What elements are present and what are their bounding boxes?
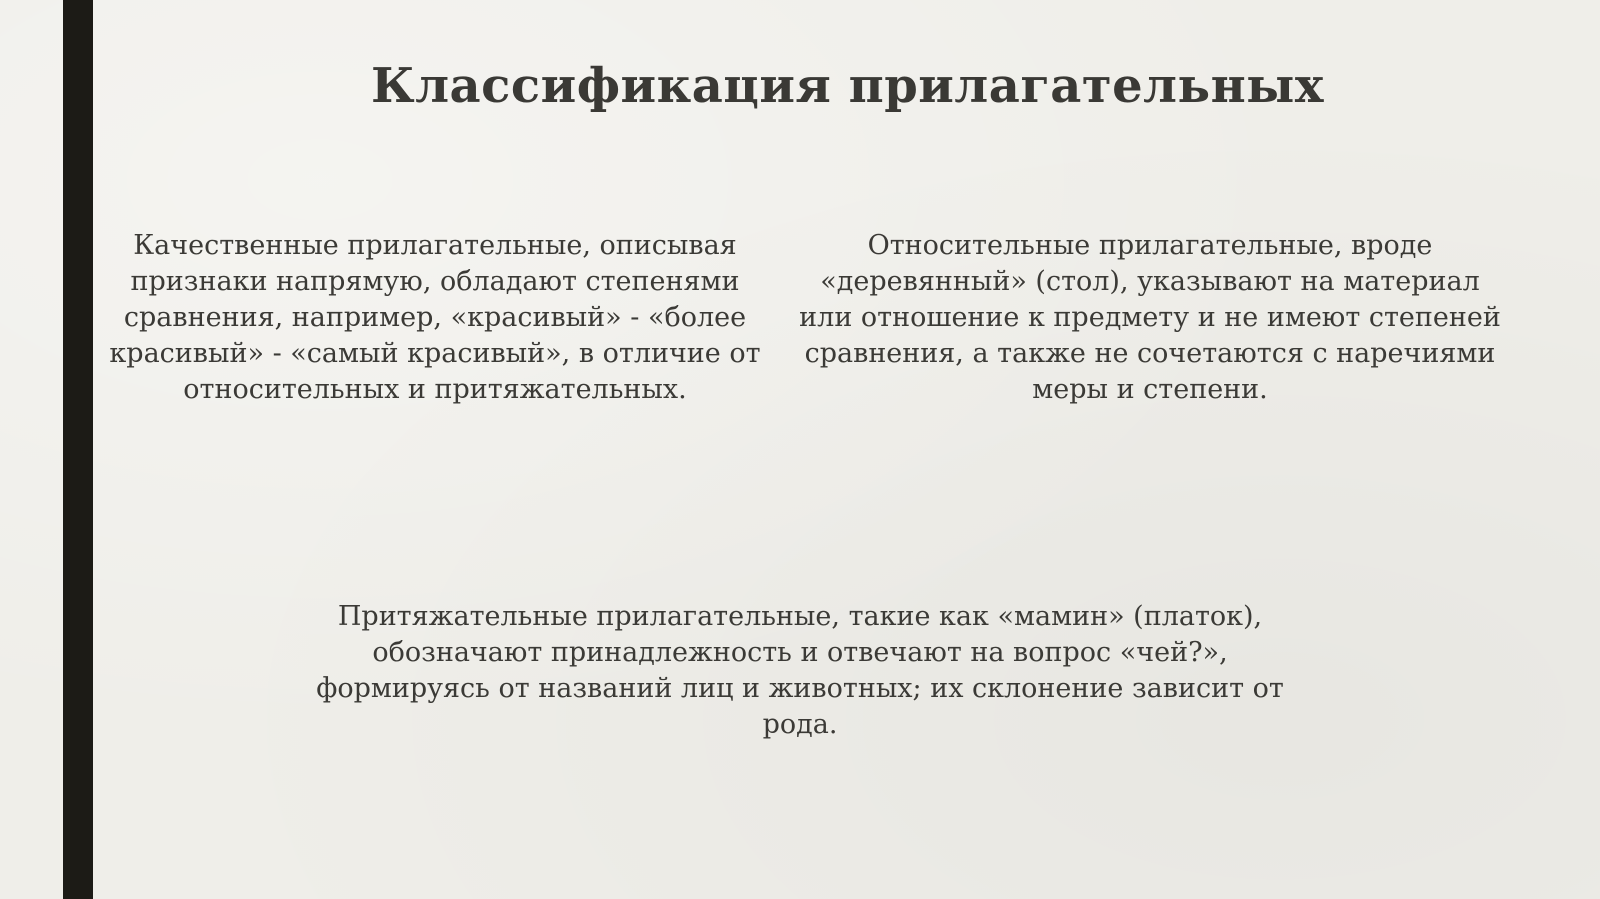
slide-accent-bar: [63, 0, 93, 899]
relative-adjectives-text: Относительные прилагательные, вроде «деревянный» (стол), указывают на материал или отношение к предмету и не имеют степеней сравнения, а также не сочетаются с наречиями меры и степени.: [799, 230, 1501, 405]
qualitative-adjectives-text: Качественные прилагательные, описывая признаки напрямую, обладают степенями сравнения, например, «красивый» - «более красивый» - «самый красивый», в отличие от относительных и притяжательных.: [109, 230, 761, 405]
possessive-adjectives-text: Притяжательные прилагательные, такие как «мамин» (платок), обозначают принадлежность и отвечают на вопрос «чей?», формируясь от названий лиц и животных; их склонение зависит от рода.: [316, 601, 1284, 740]
slide-title: Классификация прилагательных: [371, 58, 1324, 114]
